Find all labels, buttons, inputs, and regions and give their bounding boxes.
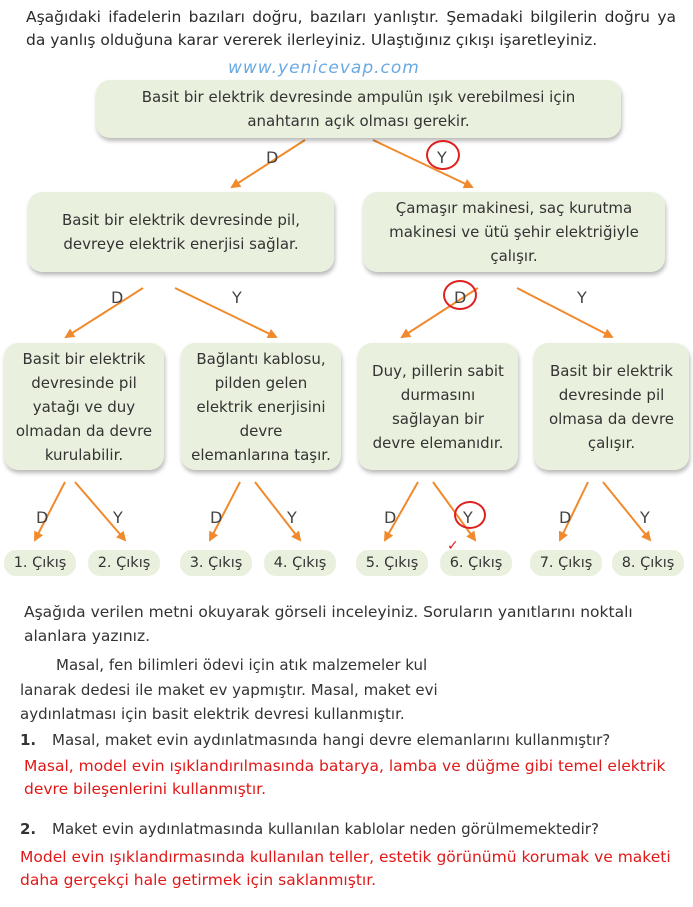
exit-3[interactable]: 3. Çıkış	[180, 550, 252, 576]
arrow-midright-y	[517, 288, 612, 337]
exit-8[interactable]: 8. Çıkış	[612, 550, 684, 576]
label-y-b1: Y	[113, 508, 123, 527]
exit-4[interactable]: 4. Çıkış	[264, 550, 336, 576]
label-y-midright: Y	[577, 288, 587, 307]
story-line-3: aydınlatması için basit elektrik devresi kullanmıştır.	[20, 705, 405, 723]
statement-box-mid-right: Çamaşır makinesi, saç kurutma makinesi ve ütü şehir elektriğiyle çalışır.	[363, 192, 665, 272]
question-1-number: 1.	[20, 731, 37, 749]
answer-circle-b3-y	[454, 501, 486, 529]
exit-6[interactable]: 6. Çıkış	[440, 550, 512, 576]
label-d-b3: D	[384, 508, 397, 527]
instruction-text: Aşağıdaki ifadelerin bazıları doğru, bazıları yanlıştır. Şemadaki bilgilerin doğru ya da yanlış olduğuna karar vererek ilerleyiniz. Ulaştığınız çıkışı işaretleyiniz.	[26, 8, 676, 49]
statement-box-bottom-3: Duy, pillerin sabit durmasını sağlayan bir devre elemanıdır.	[358, 343, 518, 470]
answer-circle-midright-d	[443, 280, 477, 310]
question-2-number: 2.	[20, 820, 37, 838]
label-y-top: Y	[437, 148, 447, 167]
question-2-text: Maket evin aydınlatmasında kullanılan kablolar neden görülmemektedir?	[52, 820, 599, 838]
label-y-b3: Y	[463, 508, 473, 527]
question-1-text: Masal, maket evin aydınlatmasında hangi devre elemanlarını kullanmıştır?	[52, 731, 611, 749]
section2-instruction: Aşağıda verilen metni okuyarak görseli inceleyiniz. Soruların yanıtlarını noktalı alanlara yazınız.	[24, 603, 633, 645]
arrow-midleft-y	[175, 288, 276, 337]
answer-2[interactable]: Model evin ışıklandırmasında kullanılan teller, estetik görünümü korumak ve maketi daha gerçekçi hale getirmek için saklanmıştır.	[20, 848, 671, 889]
label-y-b4: Y	[640, 508, 650, 527]
answer-circle-top-y	[426, 140, 460, 170]
label-d-top: D	[266, 148, 279, 167]
label-y-midleft: Y	[232, 288, 242, 307]
exit-2[interactable]: 2. Çıkış	[88, 550, 160, 576]
label-d-b1: D	[36, 508, 49, 527]
story-line-1: Masal, fen bilimleri ödevi için atık malzemeler kul	[56, 656, 428, 674]
statement-box-top: Basit bir elektrik devresinde ampulün ışık verebilmesi için anahtarın açık olması gerekir.	[96, 80, 621, 138]
arrow-midleft-d	[66, 288, 143, 337]
label-d-b2: D	[210, 508, 223, 527]
label-y-b2: Y	[287, 508, 297, 527]
answer-1[interactable]: Masal, model evin ışıklandırılmasında batarya, lamba ve düğme gibi temel elektrik devre bileşenlerini kullanmıştır.	[24, 757, 666, 798]
statement-box-bottom-1: Basit bir elektrik devresinde pil yatağı ve duy olmadan da devre kurulabilir.	[4, 343, 164, 470]
label-d-midright: D	[454, 288, 467, 307]
statement-box-bottom-4: Basit bir elektrik devresinde pil olmasa da devre çalışır.	[534, 343, 689, 470]
check-mark-icon: ✓	[447, 538, 459, 554]
label-d-midleft: D	[111, 288, 124, 307]
exit-1[interactable]: 1. Çıkış	[4, 550, 76, 576]
exit-5[interactable]: 5. Çıkış	[356, 550, 428, 576]
label-d-b4: D	[559, 508, 572, 527]
statement-box-mid-left: Basit bir elektrik devresinde pil, devreye elektrik enerjisi sağlar.	[28, 192, 334, 272]
story-line-2: lanarak dedesi ile maket ev yapmıştır. Masal, maket evi	[20, 681, 438, 699]
watermark: www.yenicevap.com	[228, 58, 420, 78]
exit-7[interactable]: 7. Çıkış	[530, 550, 602, 576]
statement-box-bottom-2: Bağlantı kablosu, pilden gelen elektrik enerjisini devre elemanlarına taşır.	[181, 343, 341, 470]
